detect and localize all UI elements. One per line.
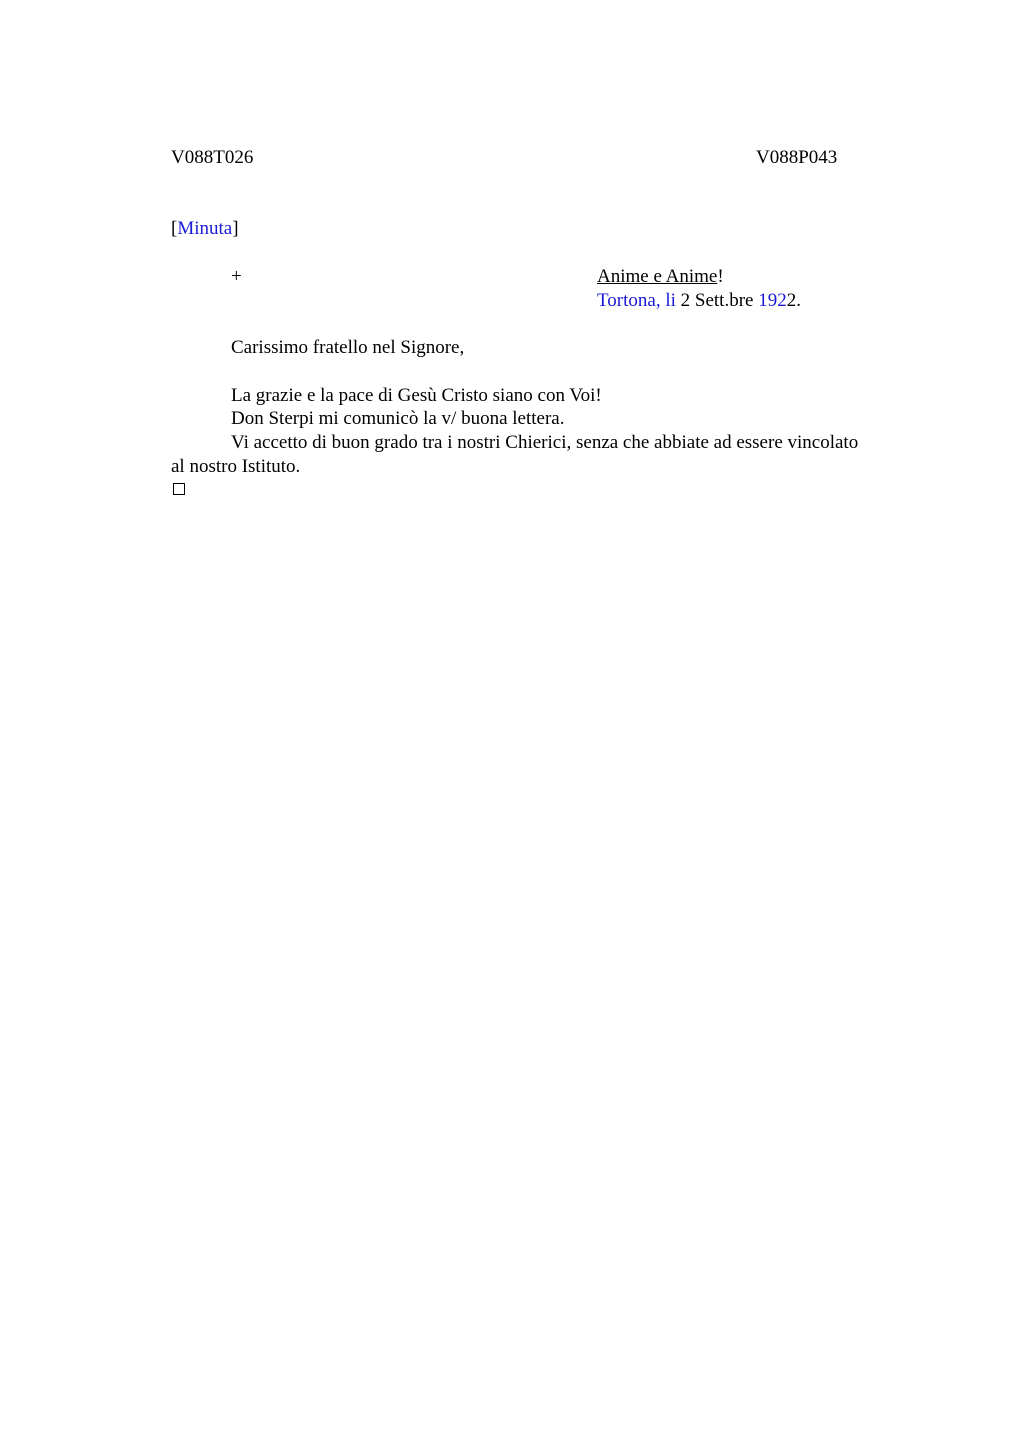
cross-mark: + xyxy=(231,266,242,287)
motto-text: Anime e Anime xyxy=(597,266,718,287)
motto xyxy=(597,265,724,289)
dateline-year-editorial: 192 xyxy=(758,290,787,311)
body-line-3: Vi accetto di buon grado tra i nostri Chierici, senza che abbiate ad essere vincolato xyxy=(231,432,859,453)
dateline-end: . xyxy=(796,290,801,311)
dateline-year-digit: 2 xyxy=(786,290,797,311)
dateline-place: Tortona, li xyxy=(597,290,676,311)
document-code-left: V088T026 xyxy=(171,147,254,168)
annotation-label: Minuta xyxy=(177,218,233,239)
motto-punct: ! xyxy=(717,266,724,287)
bracket-close: ] xyxy=(232,218,239,239)
salutation: Carissimo fratello nel Signore, xyxy=(231,337,465,358)
body-line-1: La grazie e la pace di Gesù Cristo siano con Voi! xyxy=(231,385,602,406)
bracket-open: [ xyxy=(171,218,178,239)
editorial-annotation xyxy=(171,217,239,241)
body-line-4: al nostro Istituto. xyxy=(171,456,301,477)
dateline-day-month: 2 Sett.bre xyxy=(675,290,759,311)
end-box-icon xyxy=(173,483,185,495)
document-code-right: V088P043 xyxy=(756,147,838,168)
dateline xyxy=(597,289,801,313)
body-line-2: Don Sterpi mi comunicò la v/ buona lettera. xyxy=(231,408,565,429)
